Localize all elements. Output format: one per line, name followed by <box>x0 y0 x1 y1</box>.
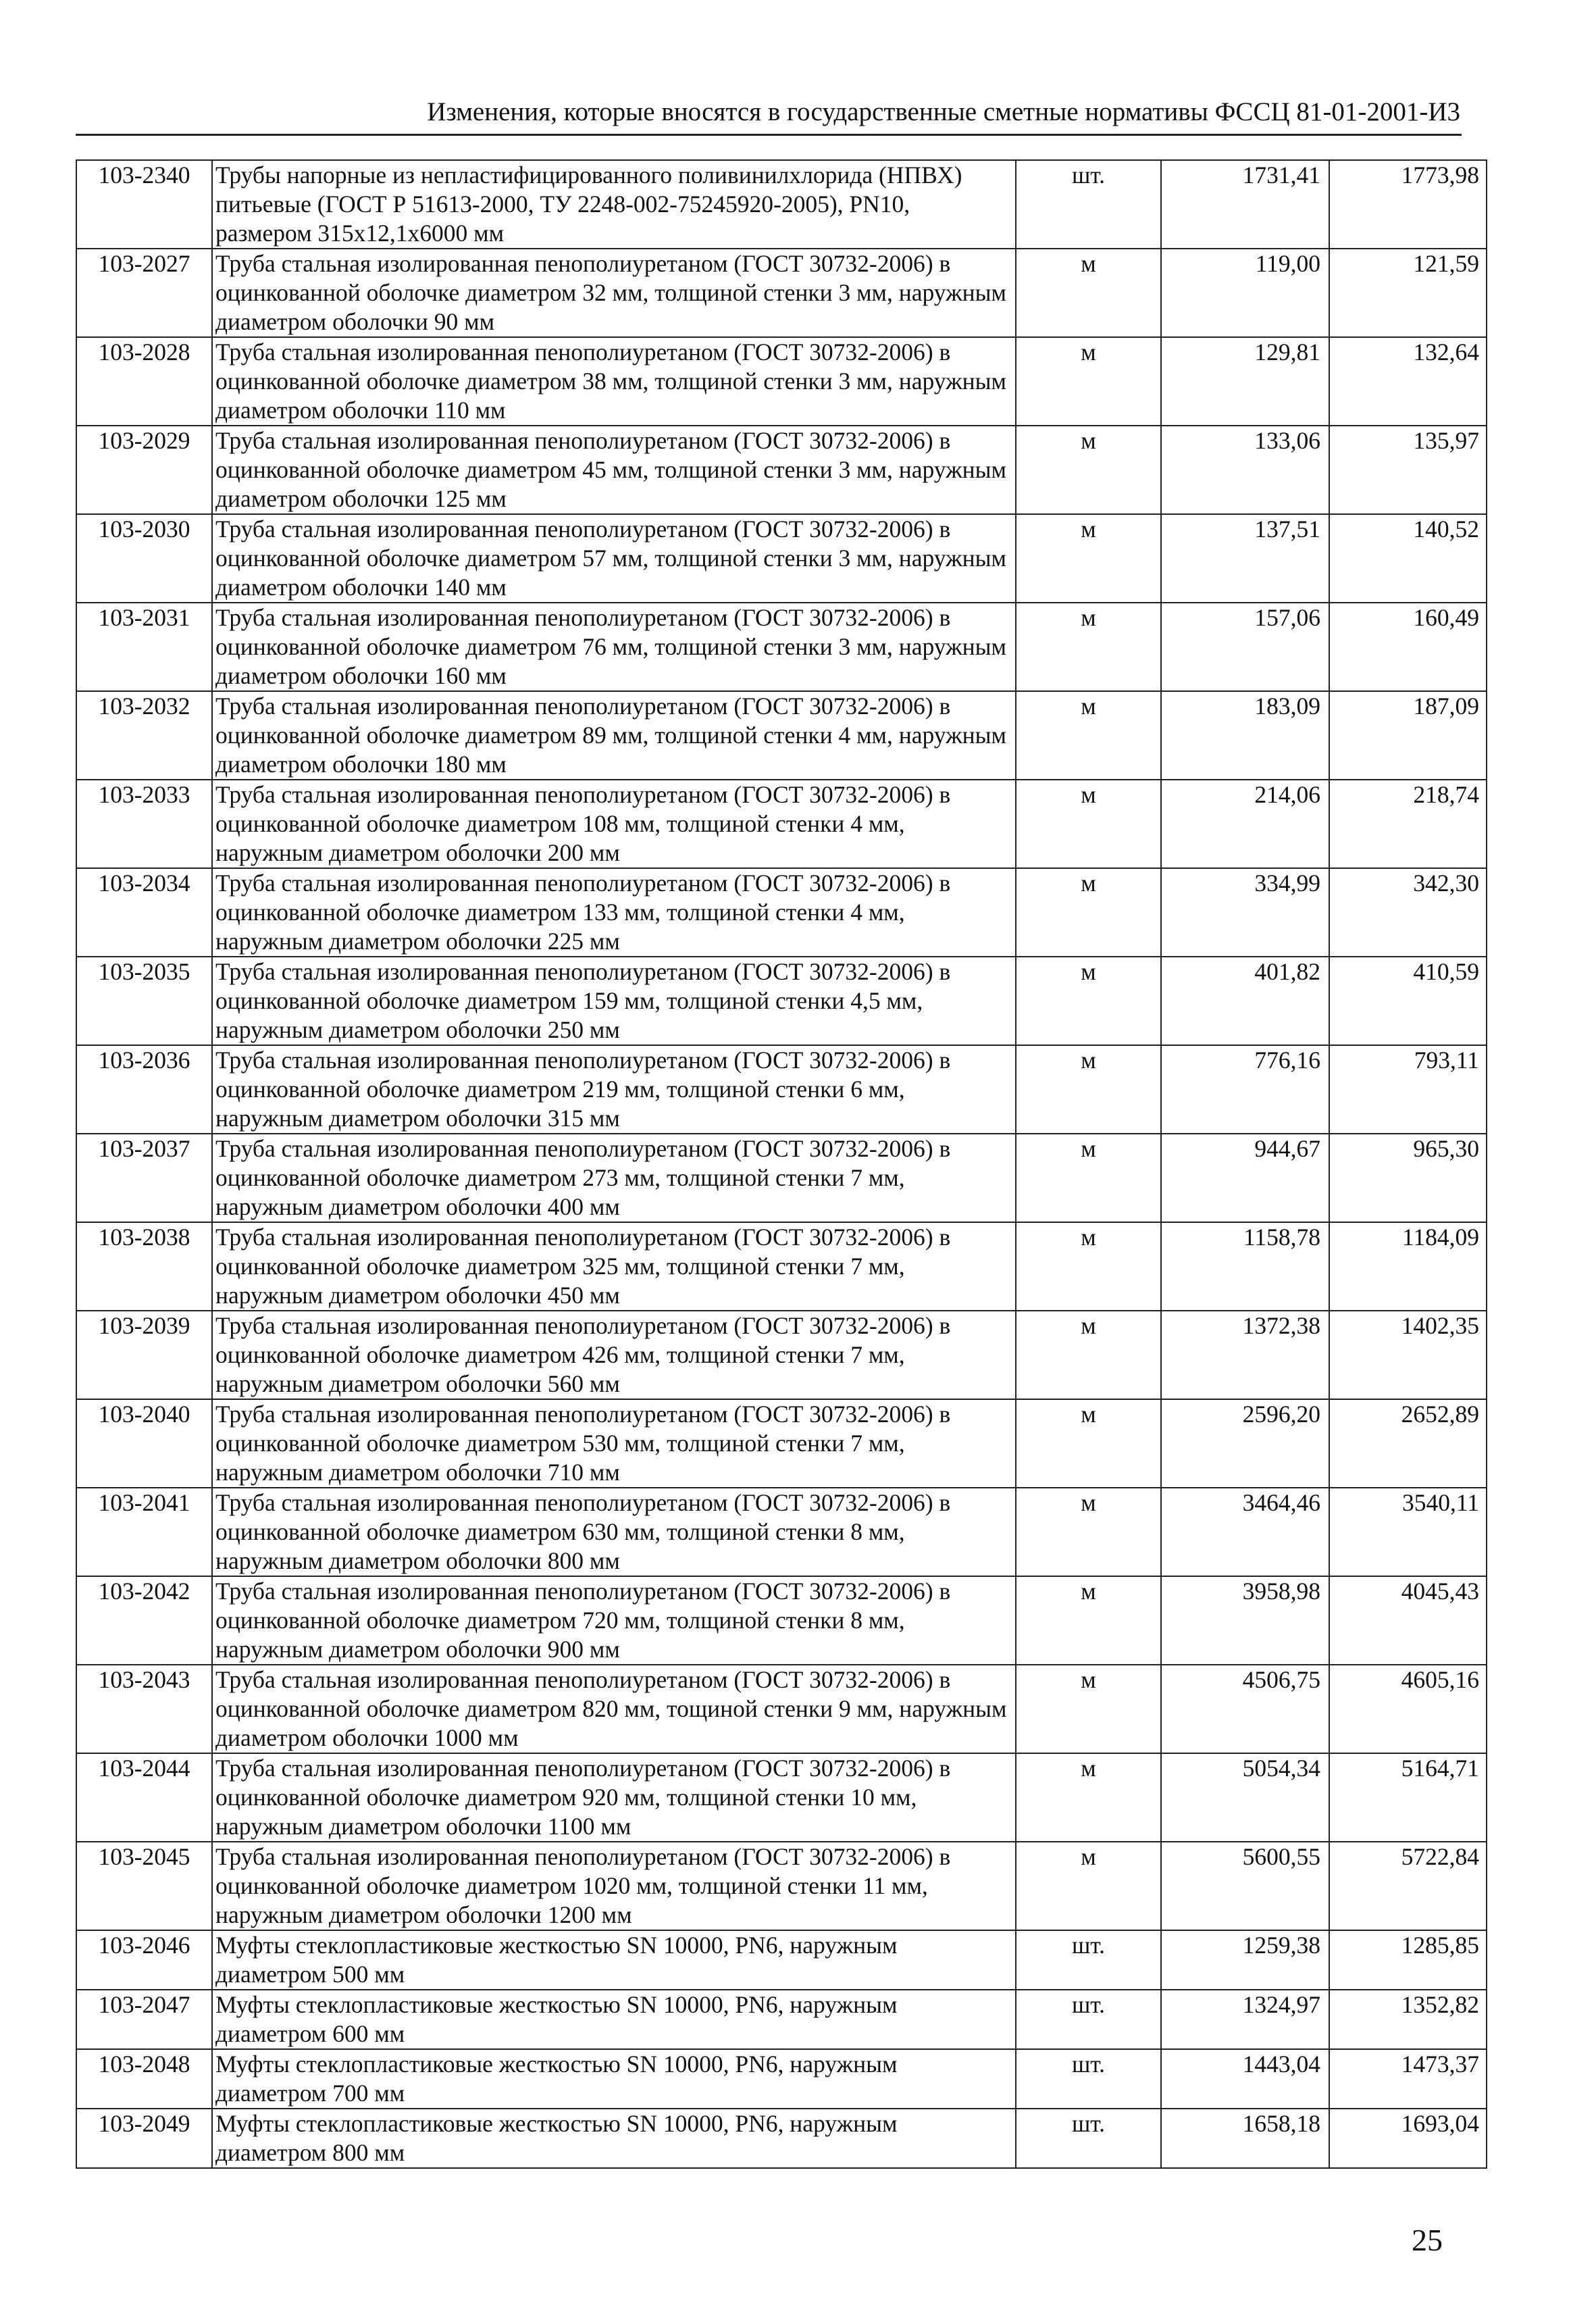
table-row <box>76 691 1487 780</box>
row-price-1: 1158,78 <box>1161 1222 1329 1311</box>
table-row <box>76 780 1487 868</box>
table-row <box>76 603 1487 691</box>
table-row <box>76 1576 1487 1665</box>
row-code: 103-2027 <box>76 249 212 337</box>
table-row <box>76 1222 1487 1311</box>
row-price-1: 133,06 <box>1161 426 1329 514</box>
row-description: Труба стальная изолированная пенополиуретаном (ГОСТ 30732-2006) в оцинкованной оболочке диаметром 325 мм, толщиной стенки 7 мм, наружным диаметром оболочки 450 мм <box>212 1222 1016 1311</box>
row-code: 103-2049 <box>76 2109 212 2168</box>
row-price-2: 135,97 <box>1329 426 1487 514</box>
row-code: 103-2040 <box>76 1399 212 1488</box>
row-unit: м <box>1016 1842 1161 1930</box>
row-code: 103-2044 <box>76 1753 212 1842</box>
row-description: Трубы напорные из непластифицированного поливинилхлорида (НПВХ) питьевые (ГОСТ Р 51613-2000, ТУ 2248-002-75245920-2005), PN10, размером 315х12,1х6000 мм <box>212 160 1016 249</box>
page-number: 25 <box>1412 2223 1443 2257</box>
row-description: Труба стальная изолированная пенополиуретаном (ГОСТ 30732-2006) в оцинкованной оболочке диаметром 57 мм, толщиной стенки 3 мм, наружным диаметром оболочки 140 мм <box>212 514 1016 603</box>
row-code: 103-2030 <box>76 514 212 603</box>
row-code: 103-2045 <box>76 1842 212 1930</box>
row-price-1: 401,82 <box>1161 957 1329 1045</box>
header-rule <box>76 134 1462 136</box>
row-unit: шт. <box>1016 160 1161 249</box>
row-price-2: 1773,98 <box>1329 160 1487 249</box>
row-price-1: 1443,04 <box>1161 2049 1329 2109</box>
row-price-1: 334,99 <box>1161 868 1329 957</box>
row-description: Труба стальная изолированная пенополиуретаном (ГОСТ 30732-2006) в оцинкованной оболочке диаметром 159 мм, толщиной стенки 4,5 мм, наружным диаметром оболочки 250 мм <box>212 957 1016 1045</box>
row-price-1: 137,51 <box>1161 514 1329 603</box>
row-unit: шт. <box>1016 2049 1161 2109</box>
row-description: Труба стальная изолированная пенополиуретаном (ГОСТ 30732-2006) в оцинкованной оболочке диаметром 133 мм, толщиной стенки 4 мм, наружным диаметром оболочки 225 мм <box>212 868 1016 957</box>
row-price-1: 5054,34 <box>1161 1753 1329 1842</box>
row-price-1: 157,06 <box>1161 603 1329 691</box>
row-description: Муфты стеклопластиковые жесткостью SN 10000, PN6, наружным диаметром 700 мм <box>212 2049 1016 2109</box>
price-table <box>76 159 1487 2169</box>
row-unit: шт. <box>1016 2109 1161 2168</box>
table-row <box>76 160 1487 249</box>
row-unit: м <box>1016 1222 1161 1311</box>
row-description: Труба стальная изолированная пенополиуретаном (ГОСТ 30732-2006) в оцинкованной оболочке диаметром 108 мм, толщиной стенки 4 мм, наружным диаметром оболочки 200 мм <box>212 780 1016 868</box>
row-unit: м <box>1016 249 1161 337</box>
row-unit: м <box>1016 1134 1161 1222</box>
row-description: Труба стальная изолированная пенополиуретаном (ГОСТ 30732-2006) в оцинкованной оболочке диаметром 219 мм, толщиной стенки 6 мм, наружным диаметром оболочки 315 мм <box>212 1045 1016 1134</box>
table-row <box>76 2109 1487 2168</box>
row-price-1: 129,81 <box>1161 337 1329 426</box>
row-code: 103-2034 <box>76 868 212 957</box>
row-description: Труба стальная изолированная пенополиуретаном (ГОСТ 30732-2006) в оцинкованной оболочке диаметром 920 мм, толщиной стенки 10 мм, наружным диаметром оболочки 1100 мм <box>212 1753 1016 1842</box>
row-description: Труба стальная изолированная пенополиуретаном (ГОСТ 30732-2006) в оцинкованной оболочке диаметром 76 мм, толщиной стенки 3 мм, наружным диаметром оболочки 160 мм <box>212 603 1016 691</box>
row-code: 103-2047 <box>76 1990 212 2049</box>
row-description: Муфты стеклопластиковые жесткостью SN 10000, PN6, наружным диаметром 500 мм <box>212 1930 1016 1990</box>
row-code: 103-2032 <box>76 691 212 780</box>
row-code: 103-2031 <box>76 603 212 691</box>
row-code: 103-2035 <box>76 957 212 1045</box>
row-description: Труба стальная изолированная пенополиуретаном (ГОСТ 30732-2006) в оцинкованной оболочке диаметром 45 мм, толщиной стенки 3 мм, наружным диаметром оболочки 125 мм <box>212 426 1016 514</box>
table-row <box>76 1134 1487 1222</box>
row-price-2: 342,30 <box>1329 868 1487 957</box>
table-row <box>76 426 1487 514</box>
row-price-2: 1473,37 <box>1329 2049 1487 2109</box>
row-unit: шт. <box>1016 1990 1161 2049</box>
row-price-2: 1693,04 <box>1329 2109 1487 2168</box>
row-unit: м <box>1016 1576 1161 1665</box>
row-price-2: 4605,16 <box>1329 1665 1487 1753</box>
table-row <box>76 1990 1487 2049</box>
table-row <box>76 1045 1487 1134</box>
row-code: 103-2046 <box>76 1930 212 1990</box>
row-description: Труба стальная изолированная пенополиуретаном (ГОСТ 30732-2006) в оцинкованной оболочке диаметром 1020 мм, толщиной стенки 11 мм, наружным диаметром оболочки 1200 мм <box>212 1842 1016 1930</box>
table-row <box>76 337 1487 426</box>
row-price-1: 214,06 <box>1161 780 1329 868</box>
row-price-1: 1259,38 <box>1161 1930 1329 1990</box>
row-code: 103-2340 <box>76 160 212 249</box>
row-unit: шт. <box>1016 1930 1161 1990</box>
table-row <box>76 1753 1487 1842</box>
row-description: Труба стальная изолированная пенополиуретаном (ГОСТ 30732-2006) в оцинкованной оболочке диаметром 630 мм, толщиной стенки 8 мм, наружным диаметром оболочки 800 мм <box>212 1488 1016 1576</box>
table-row <box>76 1665 1487 1753</box>
row-price-2: 1285,85 <box>1329 1930 1487 1990</box>
row-price-2: 140,52 <box>1329 514 1487 603</box>
row-price-1: 1324,97 <box>1161 1990 1329 2049</box>
row-price-2: 1352,82 <box>1329 1990 1487 2049</box>
row-code: 103-2033 <box>76 780 212 868</box>
row-code: 103-2029 <box>76 426 212 514</box>
table-row <box>76 957 1487 1045</box>
table-row <box>76 249 1487 337</box>
row-price-2: 121,59 <box>1329 249 1487 337</box>
row-price-2: 3540,11 <box>1329 1488 1487 1576</box>
row-price-1: 4506,75 <box>1161 1665 1329 1753</box>
row-unit: м <box>1016 1753 1161 1842</box>
row-code: 103-2041 <box>76 1488 212 1576</box>
row-description: Труба стальная изолированная пенополиуретаном (ГОСТ 30732-2006) в оцинкованной оболочке диаметром 32 мм, толщиной стенки 3 мм, наружным диаметром оболочки 90 мм <box>212 249 1016 337</box>
row-unit: м <box>1016 1311 1161 1399</box>
table-row <box>76 1311 1487 1399</box>
row-price-2: 1184,09 <box>1329 1222 1487 1311</box>
row-unit: м <box>1016 514 1161 603</box>
table-row <box>76 1399 1487 1488</box>
price-table-body <box>76 160 1487 2168</box>
row-unit: м <box>1016 868 1161 957</box>
row-description: Труба стальная изолированная пенополиуретаном (ГОСТ 30732-2006) в оцинкованной оболочке диаметром 426 мм, толщиной стенки 7 мм, наружным диаметром оболочки 560 мм <box>212 1311 1016 1399</box>
row-unit: м <box>1016 603 1161 691</box>
row-price-1: 3464,46 <box>1161 1488 1329 1576</box>
table-row <box>76 1930 1487 1990</box>
row-code: 103-2039 <box>76 1311 212 1399</box>
row-price-2: 4045,43 <box>1329 1576 1487 1665</box>
row-price-1: 3958,98 <box>1161 1576 1329 1665</box>
row-unit: м <box>1016 1665 1161 1753</box>
row-price-2: 5722,84 <box>1329 1842 1487 1930</box>
row-unit: м <box>1016 337 1161 426</box>
row-price-2: 1402,35 <box>1329 1311 1487 1399</box>
row-unit: м <box>1016 780 1161 868</box>
page-header-title: Изменения, которые вносятся в государственные сметные нормативы ФССЦ 81-01-2001-И3 <box>427 97 1460 126</box>
row-code: 103-2048 <box>76 2049 212 2109</box>
row-price-2: 187,09 <box>1329 691 1487 780</box>
row-price-1: 5600,55 <box>1161 1842 1329 1930</box>
table-row <box>76 514 1487 603</box>
row-price-1: 944,67 <box>1161 1134 1329 1222</box>
row-price-2: 965,30 <box>1329 1134 1487 1222</box>
table-row <box>76 868 1487 957</box>
row-unit: м <box>1016 1488 1161 1576</box>
row-price-1: 1731,41 <box>1161 160 1329 249</box>
row-description: Муфты стеклопластиковые жесткостью SN 10000, PN6, наружным диаметром 800 мм <box>212 2109 1016 2168</box>
row-code: 103-2036 <box>76 1045 212 1134</box>
row-unit: м <box>1016 691 1161 780</box>
row-description: Труба стальная изолированная пенополиуретаном (ГОСТ 30732-2006) в оцинкованной оболочке диаметром 273 мм, толщиной стенки 7 мм, наружным диаметром оболочки 400 мм <box>212 1134 1016 1222</box>
row-unit: м <box>1016 426 1161 514</box>
row-price-2: 793,11 <box>1329 1045 1487 1134</box>
row-unit: м <box>1016 957 1161 1045</box>
row-price-1: 776,16 <box>1161 1045 1329 1134</box>
row-code: 103-2038 <box>76 1222 212 1311</box>
row-description: Муфты стеклопластиковые жесткостью SN 10000, PN6, наружным диаметром 600 мм <box>212 1990 1016 2049</box>
row-price-1: 183,09 <box>1161 691 1329 780</box>
row-price-1: 2596,20 <box>1161 1399 1329 1488</box>
row-price-2: 218,74 <box>1329 780 1487 868</box>
row-description: Труба стальная изолированная пенополиуретаном (ГОСТ 30732-2006) в оцинкованной оболочке диаметром 89 мм, толщиной стенки 4 мм, наружным диаметром оболочки 180 мм <box>212 691 1016 780</box>
row-unit: м <box>1016 1045 1161 1134</box>
row-description: Труба стальная изолированная пенополиуретаном (ГОСТ 30732-2006) в оцинкованной оболочке диаметром 820 мм, тощиной стенки 9 мм, наружным диаметром оболочки 1000 мм <box>212 1665 1016 1753</box>
row-price-1: 119,00 <box>1161 249 1329 337</box>
table-row <box>76 2049 1487 2109</box>
row-code: 103-2042 <box>76 1576 212 1665</box>
row-price-1: 1658,18 <box>1161 2109 1329 2168</box>
row-description: Труба стальная изолированная пенополиуретаном (ГОСТ 30732-2006) в оцинкованной оболочке диаметром 530 мм, толщиной стенки 7 мм, наружным диаметром оболочки 710 мм <box>212 1399 1016 1488</box>
row-price-2: 410,59 <box>1329 957 1487 1045</box>
table-row <box>76 1488 1487 1576</box>
row-code: 103-2043 <box>76 1665 212 1753</box>
row-description: Труба стальная изолированная пенополиуретаном (ГОСТ 30732-2006) в оцинкованной оболочке диаметром 720 мм, толщиной стенки 8 мм, наружным диаметром оболочки 900 мм <box>212 1576 1016 1665</box>
row-price-1: 1372,38 <box>1161 1311 1329 1399</box>
row-price-2: 132,64 <box>1329 337 1487 426</box>
row-unit: м <box>1016 1399 1161 1488</box>
row-code: 103-2037 <box>76 1134 212 1222</box>
row-price-2: 160,49 <box>1329 603 1487 691</box>
row-description: Труба стальная изолированная пенополиуретаном (ГОСТ 30732-2006) в оцинкованной оболочке диаметром 38 мм, толщиной стенки 3 мм, наружным диаметром оболочки 110 мм <box>212 337 1016 426</box>
row-code: 103-2028 <box>76 337 212 426</box>
row-price-2: 2652,89 <box>1329 1399 1487 1488</box>
row-price-2: 5164,71 <box>1329 1753 1487 1842</box>
table-row <box>76 1842 1487 1930</box>
